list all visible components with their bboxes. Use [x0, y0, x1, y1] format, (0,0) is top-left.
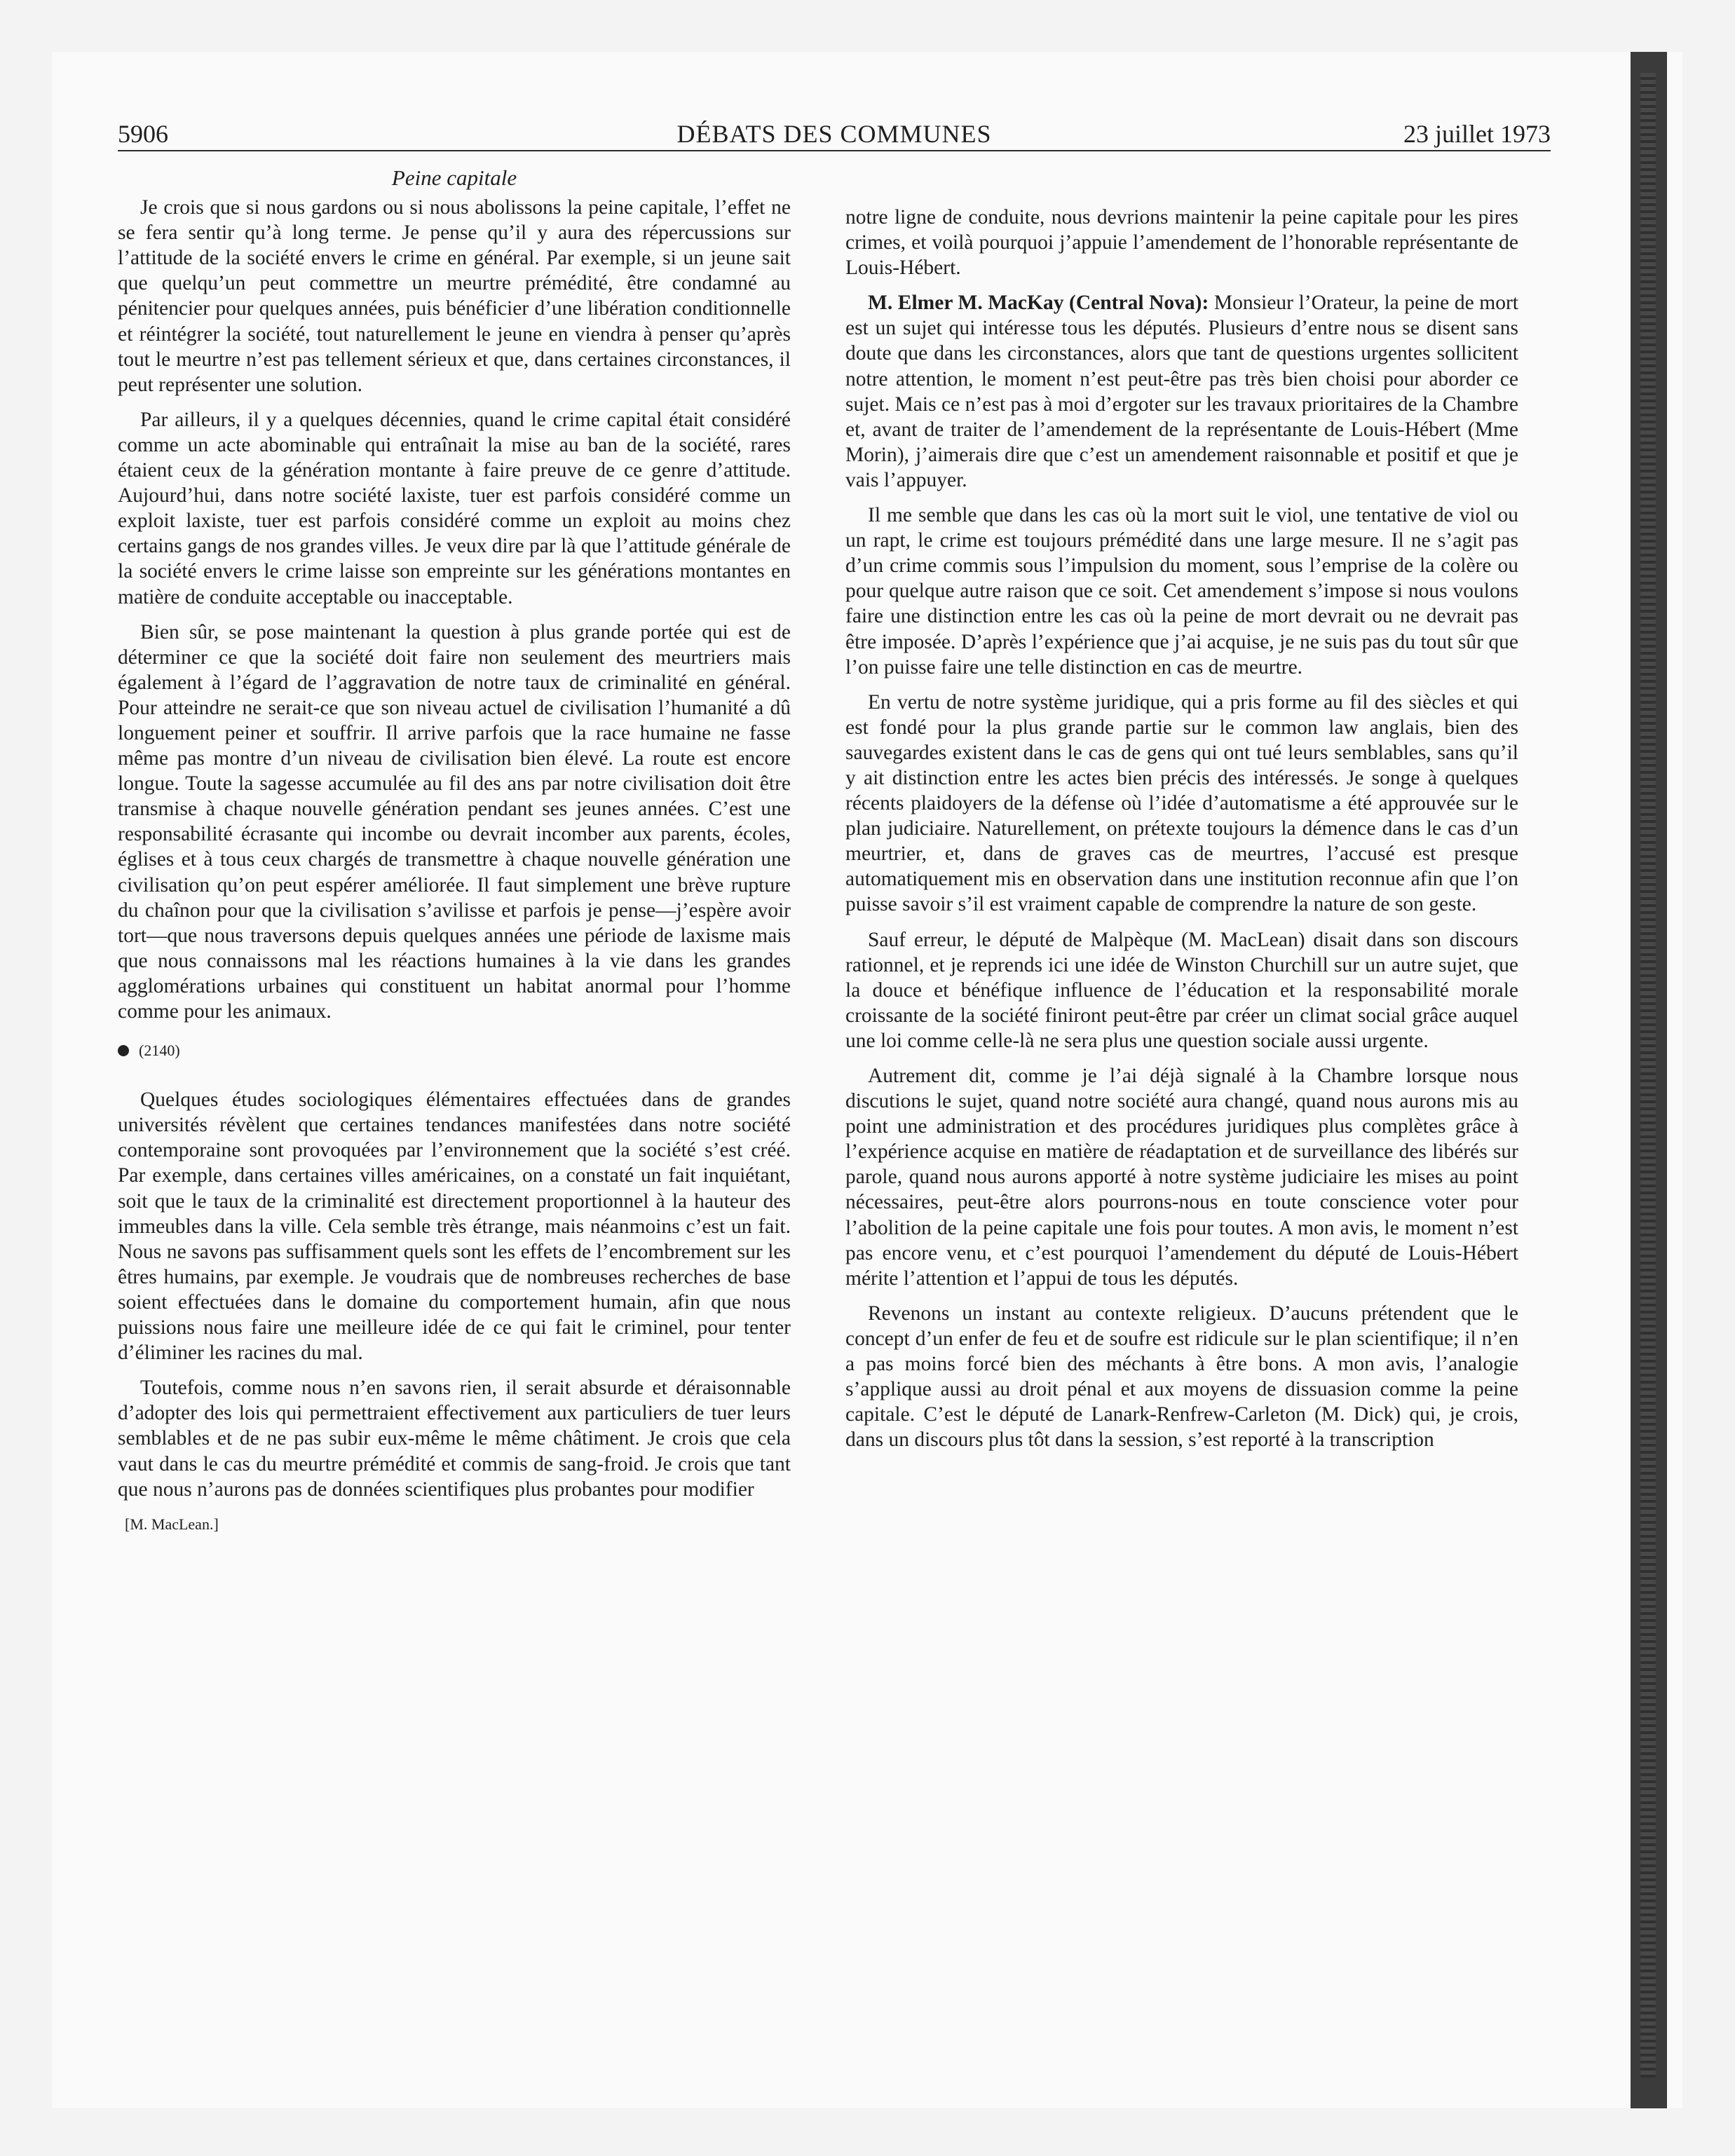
speaker-name: M. Elmer M. MacKay (Central Nova): [868, 292, 1209, 315]
time-marker-label: (2140) [139, 1042, 180, 1060]
paragraph: Autrement dit, comme je l’ai déjà signalé à la Chambre lorsque nous discutions le sujet, quand notre société aura changé, quand nous aurons mis au point une administration et des procédures juridiques plus complètes grâce à l’expérience acquise en matière de réadaptation et de surveillance des libérés sur parole, quand nous aurons apporté à notre système judiciaire les mises au point nécessaires, peut-être alors pourrons-nous en toute conscience voter pour l’abolition de la peine capitale une fois pour toutes. A mon avis, le moment n’est pas encore venu, et c’est pourquoi l’amendement du député de Louis-Hébert mérite l’attention et l’appui de tous les députés. [845, 1065, 1518, 1290]
paragraph: Toutefois, comme nous n’en savons rien, il serait absurde et déraisonnable d’adopter des lois qui permettraient effectivement aux particuliers de tuer leurs semblables et de ne pas subir eux-même le même châtiment. Je crois que cela vaut dans le cas du meurtre prémédité et commis de sang-froid. Je crois que tant que nous n’aurons pas de données scientifiques plus probantes pour modifier [118, 1377, 791, 1501]
paragraph: Il me semble que dans les cas où la mort suit le viol, une tentative de viol ou un rapt, le crime est toujours prémédité dans une large mesure. Il ne s’agit pas d’un crime commis sous l’impulsion du moment, sous l’emprise de la colère ou pour quelque autre raison que ce soit. Cet amendement s’impose si nous voulons faire une distinction entre les cas où la peine de mort devrait ou ne devrait pas être imposée. D’après l’expérience que j’ai acquise, je ne suis pas du tout sûr que l’on puisse faire une telle distinction en cas de meurtre. [845, 504, 1518, 678]
paragraph: notre ligne de conduite, nous devrions maintenir la peine capitale pour les pires crimes, et voilà pourquoi j’appuie l’amendement de l’honorable représentante de Louis-Hébert. [845, 206, 1518, 280]
paragraph: Bien sûr, se pose maintenant la question à plus grande portée qui est de déterminer ce que la société doit faire non seulement des meurtriers mais également à l’égard de l’aggravation de notre taux de criminalité en général. Pour atteindre ne serait-ce que son niveau actuel de civilisation l’humanité a dû longuement peiner et souffrir. Il arrive parfois que la race humaine ne fasse même pas montre d’un niveau de civilisation bien élevé. La route est encore longue. Toute la sagesse accumulée au fil des ans par notre civilisation doit être transmise à chaque nouvelle génération pendant ses jeunes années. C’est une responsabilité écrasante qui incombe ou devrait incomber aux parents, écoles, églises et à tous ceux chargés de transmettre à chaque nouvelle génération une civilisation qu’on peut espérer améliorée. Il faut simplement une brève rupture du chaînon pour que la civilisation s’avilisse et parfois je pense—j’espère avoir tort—que nous traversons depuis quelques années une période de laxisme mais que nous connaissons mal les réactions humaines à la vie dans les grandes agglomérations urbaines qui constituent un habitat anormal pour l’homme comme pour les animaux. [118, 620, 791, 1023]
time-marker [118, 1038, 791, 1063]
speech-text: Monsieur l’Orateur, la peine de mort est un sujet qui intéresse tous les députés. Plusieurs d’entre nous se disent sans doute que dans les circonstances, alors que tant de questions urgentes sollicitent notre attention, le moment n’est peut-être pas très bien choisi pour aborder ce sujet. Mais ce n’est pas à moi d’ergoter sur les travaux prioritaires de la Chambre et, avant de traiter de l’amendement de la représentante de Louis-Hébert (Mme Morin), j’aimerais dire que c’est un amendement raisonnable et positif et que je vais l’appuyer. [845, 292, 1518, 491]
scan-edge-strip [1640, 73, 1656, 2077]
paragraph: Par ailleurs, il y a quelques décennies, quand le crime capital était considéré comme un acte abominable qui entraînait la mise au ban de la société, rares étaient ceux de la génération montante à faire preuve de ce genre d’attitude. Aujourd’hui, dans notre société laxiste, tuer est parfois considéré comme un exploit laxiste, tuer est parfois considéré comme un exploit au moins chez certains gangs de nos grandes villes. Je veux dire par là que l’attitude générale de la société envers le crime laisse son empreinte sur les générations montantes en matière de conduite acceptable ou inacceptable. [118, 408, 791, 608]
page-number: 5906 [118, 120, 168, 148]
left-column [118, 165, 791, 1537]
publication-title: DÉBATS DES COMMUNES [676, 120, 992, 148]
page-date: 23 juillet 1973 [1403, 120, 1551, 148]
speaker-paragraph [845, 290, 1518, 493]
paragraph: Quelques études sociologiques élémentaires effectuées dans de grandes universités révèlent que certaines tendances manifestées dans notre société contemporaine sont provoquées par l’environnement que la société s’est créé. Par exemple, dans certaines villes américaines, on a constaté un fait inquiétant, soit que le taux de la criminalité est directement proportionnel à la hauteur des immeubles dans la ville. Cela semble très étrange, mais néanmoins c’est un fait. Nous ne savons pas suffisamment quels sont les effets de l’encombrement sur les êtres humains, par exemple. Je voudrais que de nombreuses recherches de base soient effectuées dans le domaine du comportement humain, afin que nous puissions nous faire une meilleure idée de ce qui fait le criminel, pour tenter d’éliminer les racines du mal. [118, 1089, 791, 1365]
bullet-icon [118, 1045, 129, 1056]
paragraph: En vertu de notre système juridique, qui a pris forme au fil des siècles et qui est fondé pour la plus grande partie sur le common law anglais, bien des sauvegardes existent dans le cas de gens qui ont tué leurs semblables, sans qu’il y ait distinction entre les actes bien précis des intéressés. Je songe à quelques récents plaidoyers de la défense où l’idée d’automatisme a été approuvée sur le plan judiciaire. Naturellement, on prétexte toujours la démence dans le cas d’un meurtrier, et, dans de graves cas de meurtres, l’accusé est presque automatiquement mis en observation dans une institution reconnue afin que l’on puisse savoir s’il est vraiment capable de comprendre la nature de son geste. [845, 690, 1518, 916]
paragraph: Revenons un instant au contexte religieux. D’aucuns prétendent que le concept d’un enfer de feu et de soufre est ridicule sur le plan scientifique; il n’en a pas moins forcé bien des méchants à être bons. A mon avis, l’analogie s’applique aussi au droit pénal et aux moyens de dissuasion comme la peine capitale. C’est le député de Lanark-Renfrew-Carleton (M. Dick) qui, je crois, dans un discours plus tôt dans la session, s’est reporté à la transcription [845, 1302, 1518, 1452]
header-rule [118, 150, 1551, 151]
speaker-footnote: [M. MacLean.] [125, 1515, 219, 1533]
paragraph: Sauf erreur, le député de Malpèque (M. MacLean) disait dans son discours rationnel, et je reprends ici une idée de Winston Churchill sur un autre sujet, que la douce et bénéfique influence de l’éducation et la responsabilité morale croissante de la société finiront peut-être par créer un climat social grâce auquel une loi comme celle-là ne sera plus une question sociale aussi urgente. [845, 928, 1518, 1052]
paragraph: Je crois que si nous gardons ou si nous abolissons la peine capitale, l’effet ne se fera sentir qu’à long terme. Je pense qu’il y aura des répercussions sur l’attitude de la société envers le crime en général. Par exemple, si un jeune sait que quelqu’un peut commettre un meurtre prémédité, être condamné au pénitencier pour quelques années, puis bénéficier d’une libération conditionnelle et réintégrer la société, tout naturellement le jeune en viendra à penser qu’après tout le meurtre n’est pas tellement sérieux et que, dans certaines circonstances, il peut représenter une solution. [118, 196, 791, 396]
scan-edge-bar [1631, 52, 1667, 2108]
section-title: Peine capitale [391, 165, 517, 190]
right-column [845, 205, 1518, 1462]
page-header [118, 115, 1551, 153]
